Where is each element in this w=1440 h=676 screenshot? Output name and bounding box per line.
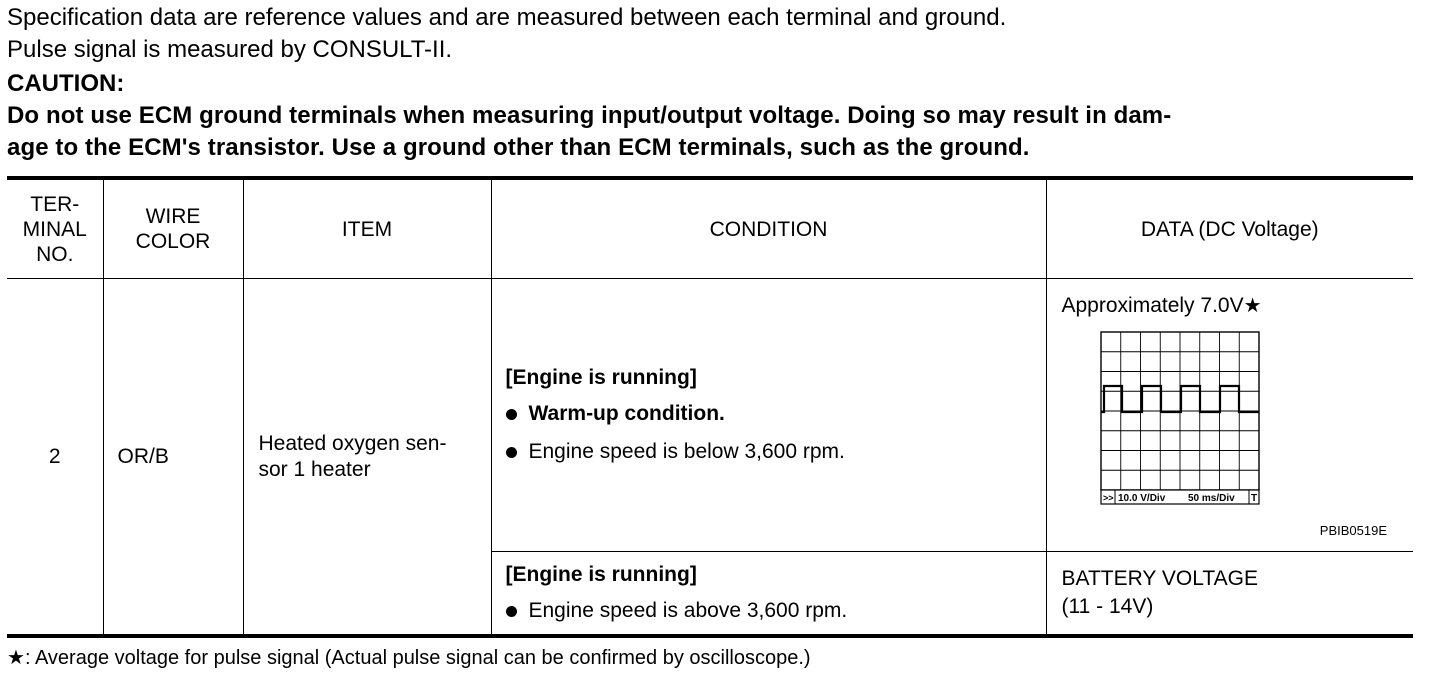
item-line-2: sor 1 heater (258, 457, 371, 481)
figure-code: PBIB0519E (1319, 523, 1387, 538)
terminal-spec-table (7, 176, 1413, 638)
battery-voltage-range: (11 - 14V) (1061, 595, 1154, 618)
header-data: DATA (DC Voltage) (1046, 178, 1413, 279)
item-name (243, 279, 491, 637)
condition-bullet-text: Engine speed is below 3,600 rpm. (528, 440, 845, 463)
scope-marker-right: T (1250, 493, 1257, 504)
condition-running-warmup (491, 279, 1046, 552)
table-row (7, 279, 1413, 552)
header-item: ITEM (243, 178, 491, 279)
data-battery-voltage (1046, 552, 1413, 637)
header-terminal-line-2: MINAL (22, 217, 87, 241)
bullet-dot-icon (506, 447, 517, 458)
data-approx-voltage (1062, 293, 1262, 318)
header-terminal-no (7, 178, 103, 279)
condition-bullet (506, 599, 1045, 623)
condition-heading: [Engine is running] (505, 563, 697, 586)
item-line-1: Heated oxygen sen- (258, 431, 447, 455)
bullet-dot-icon (506, 409, 517, 420)
condition-bullet (506, 440, 1045, 464)
data-pulse-signal (1046, 279, 1413, 552)
header-wire-color (103, 178, 243, 279)
table-header-row (7, 178, 1413, 279)
condition-bullet-text: Warm-up condition. (528, 402, 725, 425)
star-icon: ★ (1243, 295, 1262, 317)
caution-line-1: Do not use ECM ground terminals when measuring input/output voltage. Doing so may result in dam- (7, 102, 1172, 129)
terminal-number: 2 (7, 279, 103, 637)
header-wire-line-1: WIRE (145, 205, 201, 228)
pulse-note: Pulse signal is measured by CONSULT-II. (7, 36, 453, 63)
scope-time-division: 50 ms/Div (1187, 493, 1235, 504)
intro-text (7, 2, 1427, 164)
footnote (7, 645, 811, 670)
caution-line-2: age to the ECM's transistor. Use a ground other than ECM terminals, such as the ground. (7, 134, 1030, 161)
condition-heading: [Engine is running] (505, 366, 697, 389)
footnote-text: : Average voltage for pulse signal (Actual pulse signal can be confirmed by oscilloscope.) (24, 647, 811, 669)
star-icon: ★ (7, 647, 25, 669)
header-terminal-line-1: TER- (30, 192, 80, 216)
header-condition: CONDITION (491, 178, 1046, 279)
condition-running-high-speed (491, 552, 1046, 637)
condition-bullet (506, 402, 1045, 426)
header-terminal-line-3: NO. (36, 242, 74, 266)
approx-voltage-text: Approximately 7.0V (1061, 294, 1244, 317)
caution-title: CAUTION: (7, 70, 125, 97)
header-wire-line-2: COLOR (135, 230, 211, 253)
scope-marker-left: >> (1102, 493, 1114, 503)
battery-voltage-label: BATTERY VOLTAGE (1061, 567, 1258, 590)
wire-color: OR/B (103, 279, 243, 637)
spec-note: Specification data are reference values and are measured between each terminal and ground. (7, 4, 1007, 31)
condition-bullet-text: Engine speed is above 3,600 rpm. (528, 599, 848, 622)
oscilloscope-waveform-figure (1095, 327, 1265, 505)
bullet-dot-icon (506, 606, 517, 617)
scope-volt-division: 10.0 V/Div (1117, 493, 1165, 504)
